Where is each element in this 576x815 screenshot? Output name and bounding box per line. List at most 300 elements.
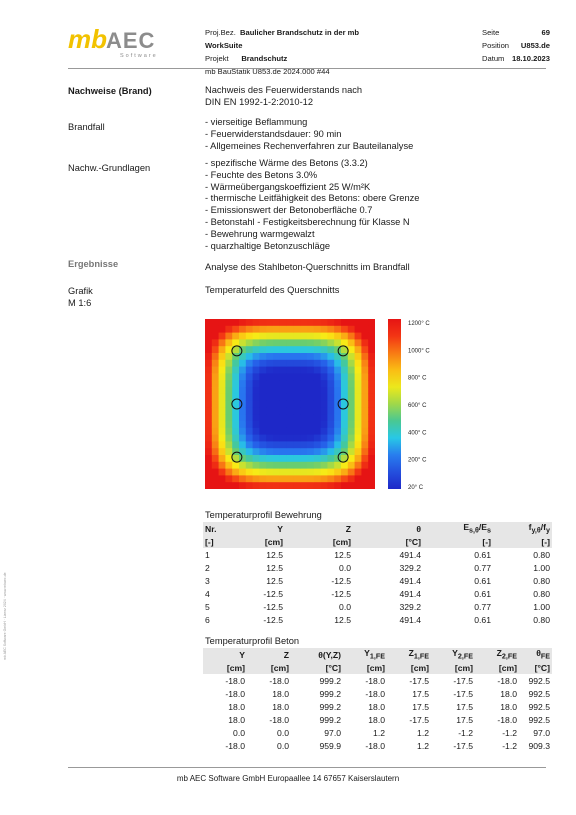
heatmap-cell: [253, 360, 260, 367]
heatmap-cell: [205, 469, 212, 476]
heatmap-cell: [293, 475, 300, 482]
heatmap-cell: [219, 380, 226, 387]
heatmap-cell: [368, 333, 375, 340]
heatmap-cell: [212, 373, 219, 380]
table-cell: -12.5: [263, 588, 283, 599]
heatmap-cell: [246, 414, 253, 421]
heatmap-cell: [314, 380, 321, 387]
heatmap-cell: [225, 407, 232, 414]
table-cell: 18.0: [228, 701, 245, 712]
heatmap-cell: [321, 326, 328, 333]
heatmap-cell: [321, 448, 328, 455]
heatmap-cell: [259, 455, 266, 462]
table-row: [203, 587, 552, 600]
heatmap-cell: [327, 380, 334, 387]
heatmap-cell: [232, 435, 239, 442]
heatmap-cell: [361, 319, 368, 326]
heatmap-cell: [280, 333, 287, 340]
heatmap-cell: [287, 353, 294, 360]
heatmap-cell: [225, 326, 232, 333]
heatmap-cell: [219, 333, 226, 340]
heatmap-cell: [273, 319, 280, 326]
heatmap-cell: [205, 373, 212, 380]
heatmap-cell: [266, 387, 273, 394]
heatmap-cell: [368, 387, 375, 394]
heatmap-cell: [321, 482, 328, 489]
heatmap-cell: [368, 482, 375, 489]
heatmap-cell: [259, 462, 266, 469]
heatmap-cell: [232, 319, 239, 326]
heatmap-cell: [246, 360, 253, 367]
heatmap-cell: [232, 367, 239, 374]
heatmap-cell: [225, 339, 232, 346]
heatmap-cell: [246, 373, 253, 380]
heatmap-cell: [266, 448, 273, 455]
heatmap-cell: [212, 387, 219, 394]
heatmap-cell: [212, 319, 219, 326]
heatmap-cell: [219, 387, 226, 394]
heatmap-cell: [253, 339, 260, 346]
heatmap-cell: [348, 475, 355, 482]
heatmap-cell: [361, 394, 368, 401]
grundlagen-item: - Wärmeübergangskoeffizient 25 W/m²K: [205, 181, 371, 192]
heatmap-cell: [239, 360, 246, 367]
heatmap-cell: [327, 367, 334, 374]
heatmap-cell: [341, 414, 348, 421]
heatmap-cell: [314, 435, 321, 442]
table-cell: 0.80: [533, 549, 550, 560]
heatmap-cell: [205, 407, 212, 414]
brandfall-label: Brandfall: [68, 122, 105, 132]
heatmap-cell: [321, 333, 328, 340]
table-cell: 992.5: [528, 688, 550, 699]
heatmap-cell: [293, 380, 300, 387]
heatmap-cell: [239, 414, 246, 421]
heatmap-cell: [259, 380, 266, 387]
heatmap-cell: [368, 339, 375, 346]
heatmap-cell: [225, 482, 232, 489]
heatmap-cell: [321, 401, 328, 408]
heatmap-cell: [232, 360, 239, 367]
heatmap-cell: [212, 407, 219, 414]
heatmap-cell: [293, 482, 300, 489]
heatmap-cell: [225, 387, 232, 394]
table-cell: 491.4: [399, 549, 421, 560]
heatmap-cell: [293, 387, 300, 394]
heatmap-cell: [341, 360, 348, 367]
heatmap-cell: [341, 380, 348, 387]
heatmap-cell: [334, 326, 341, 333]
heatmap-cell: [219, 339, 226, 346]
heatmap-cell: [300, 421, 307, 428]
heatmap-cell: [239, 441, 246, 448]
table-cell: 0.0: [233, 727, 245, 738]
table-cell: 0.61: [474, 575, 491, 586]
heatmap-cell: [225, 360, 232, 367]
table-cell: -18.0: [225, 740, 245, 751]
table-cell: 1.2: [417, 727, 429, 738]
heatmap-cell: [219, 319, 226, 326]
table-row: [203, 674, 552, 687]
heatmap-cell: [361, 380, 368, 387]
heatmap-cell: [334, 387, 341, 394]
heatmap-cell: [293, 401, 300, 408]
heatmap-cell: [205, 462, 212, 469]
heatmap-cell: [334, 353, 341, 360]
heatmap-cell: [348, 414, 355, 421]
colorbar-tick-label: 800° C: [408, 375, 427, 382]
heatmap-cell: [355, 394, 362, 401]
heatmap-cell: [341, 387, 348, 394]
heatmap-cell: [280, 373, 287, 380]
unit-cell: [-]: [482, 536, 491, 547]
heatmap-cell: [368, 319, 375, 326]
heatmap-cell: [212, 380, 219, 387]
table-row: [203, 574, 552, 587]
brandfall-item: - Allgemeines Rechenverfahren zur Bauteilanalyse: [205, 140, 414, 151]
heatmap-cell: [307, 482, 314, 489]
heatmap-cell: [348, 448, 355, 455]
heatmap-cell: [300, 319, 307, 326]
heatmap-cell: [348, 319, 355, 326]
concrete-temperature-table: [203, 648, 552, 752]
heatmap-cell: [334, 367, 341, 374]
heatmap-cell: [273, 421, 280, 428]
heatmap-cell: [321, 387, 328, 394]
grundlagen-list: [205, 158, 419, 252]
heatmap-cell: [361, 469, 368, 476]
heatmap-cell: [348, 367, 355, 374]
heatmap-cell: [368, 360, 375, 367]
heatmap-cell: [368, 373, 375, 380]
table-cell: 17.5: [456, 714, 473, 725]
heatmap-cell: [273, 360, 280, 367]
heatmap-cell: [246, 394, 253, 401]
heatmap-cell: [348, 360, 355, 367]
table-cell: 0.0: [277, 740, 289, 751]
heatmap-cell: [266, 360, 273, 367]
heatmap-cell: [355, 326, 362, 333]
table-cell: -12.5: [331, 575, 351, 586]
colorbar-tick-label: 600° C: [408, 403, 427, 409]
heatmap-cell: [293, 407, 300, 414]
heatmap-cell: [355, 407, 362, 414]
heatmap-cell: [287, 482, 294, 489]
col-header: $Y_{1,FE}$: [364, 648, 385, 661]
heatmap-cell: [266, 414, 273, 421]
logo-sub: Software: [120, 53, 158, 59]
heatmap-cell: [266, 407, 273, 414]
heatmap-cell: [321, 414, 328, 421]
heatmap-cell: [212, 421, 219, 428]
heatmap-cell: [300, 448, 307, 455]
heatmap-cell: [266, 333, 273, 340]
heatmap-cell: [232, 414, 239, 421]
heatmap-cell: [246, 441, 253, 448]
heatmap-cell: [314, 373, 321, 380]
heatmap-cell: [348, 441, 355, 448]
seite-value: 69: [541, 28, 550, 37]
heatmap-cell: [368, 367, 375, 374]
heatmap-cell: [361, 435, 368, 442]
heatmap-cell: [246, 353, 253, 360]
heatmap-cell: [300, 380, 307, 387]
heatmap-cell: [300, 482, 307, 489]
heatmap-cell: [280, 394, 287, 401]
heatmap-cell: [321, 441, 328, 448]
heatmap-cell: [273, 469, 280, 476]
heatmap-cell: [225, 448, 232, 455]
heatmap-cell: [368, 435, 375, 442]
heatmap-cell: [280, 462, 287, 469]
heatmap-cell: [253, 441, 260, 448]
logo-aec: AEC: [106, 28, 156, 53]
grundlagen-item: - Bewehrung warmgewalzt: [205, 228, 315, 239]
heatmap-cell: [355, 360, 362, 367]
heatmap-cell: [205, 387, 212, 394]
table-cell: -17.5: [453, 688, 473, 699]
heatmap-cell: [280, 360, 287, 367]
heatmap-cell: [280, 475, 287, 482]
heatmap-cell: [287, 407, 294, 414]
ergebnisse-label: Ergebnisse: [68, 259, 119, 269]
brandfall-item: - vierseitige Beflammung: [205, 117, 308, 127]
heatmap-cell: [341, 421, 348, 428]
heatmap-cell: [219, 407, 226, 414]
heatmap-cell: [246, 380, 253, 387]
heatmap-cell: [239, 380, 246, 387]
heatmap-cell: [253, 319, 260, 326]
heatmap-cell: [300, 346, 307, 353]
heatmap-cell: [314, 475, 321, 482]
heatmap-cell: [334, 380, 341, 387]
heatmap-cell: [327, 346, 334, 353]
heatmap-cell: [314, 367, 321, 374]
heatmap-cell: [314, 333, 321, 340]
heatmap-cell: [280, 367, 287, 374]
heatmap-cell: [253, 353, 260, 360]
heatmap-cell: [355, 401, 362, 408]
heatmap-cell: [266, 441, 273, 448]
heatmap-cell: [239, 462, 246, 469]
heatmap-cell: [253, 373, 260, 380]
heatmap-cell: [246, 475, 253, 482]
heatmap-cell: [273, 346, 280, 353]
heatmap-cell: [280, 353, 287, 360]
heatmap-cell: [300, 326, 307, 333]
datum-label: Datum: [482, 54, 505, 63]
heatmap-cell: [355, 373, 362, 380]
colorbar-tick-label: 1200° C: [408, 321, 430, 327]
heatmap-cell: [307, 435, 314, 442]
heatmap-cell: [300, 462, 307, 469]
heatmap-cell: [307, 462, 314, 469]
heatmap-cell: [355, 380, 362, 387]
heatmap-cell: [293, 462, 300, 469]
heatmap-cell: [355, 333, 362, 340]
heatmap-cell: [212, 448, 219, 455]
table-row: [203, 739, 552, 752]
heatmap-cell: [273, 401, 280, 408]
table-cell: 0.0: [339, 601, 351, 612]
grafik-title-label: Grafik: [68, 286, 93, 296]
heatmap-cell: [212, 339, 219, 346]
table-cell: 18.0: [500, 688, 517, 699]
col-header: $Z_{2,FE}$: [496, 648, 517, 661]
heatmap-cell: [205, 394, 212, 401]
heatmap-cell: [341, 394, 348, 401]
heatmap-cell: [368, 394, 375, 401]
heatmap-cell: [287, 394, 294, 401]
table-cell: 12.5: [334, 614, 351, 625]
heatmap-cell: [321, 346, 328, 353]
heatmap-cell: [355, 469, 362, 476]
heatmap-cell: [205, 353, 212, 360]
heatmap-cell: [273, 441, 280, 448]
heatmap-cell: [273, 367, 280, 374]
heatmap-cell: [368, 448, 375, 455]
footer-rule: [68, 767, 546, 768]
heatmap-cell: [253, 428, 260, 435]
table-cell: 999.2: [319, 714, 341, 725]
heatmap-cell: [232, 387, 239, 394]
heatmap-cell: [361, 482, 368, 489]
heatmap-cell: [321, 462, 328, 469]
table-row: [203, 561, 552, 574]
heatmap-cell: [212, 360, 219, 367]
table-cell: 999.2: [319, 675, 341, 686]
table-cell: 0.80: [533, 588, 550, 599]
heatmap-cell: [300, 353, 307, 360]
table-cell: 0.80: [533, 575, 550, 586]
heatmap-cell: [266, 401, 273, 408]
heatmap-cell: [314, 441, 321, 448]
heatmap-cell: [205, 319, 212, 326]
unit-cell: [°C]: [534, 662, 550, 673]
heatmap-cell: [321, 319, 328, 326]
heatmap-cell: [205, 428, 212, 435]
heatmap-cell: [259, 448, 266, 455]
heatmap-cell: [314, 482, 321, 489]
heatmap-cell: [212, 435, 219, 442]
heatmap-cell: [341, 435, 348, 442]
projekt-value: Brandschutz: [241, 54, 288, 63]
table-cell: 1.2: [373, 727, 385, 738]
heatmap-cell: [368, 414, 375, 421]
heatmap-cell: [334, 462, 341, 469]
table2-title: Temperaturprofil Beton: [205, 636, 300, 646]
table-cell: -17.5: [453, 675, 473, 686]
table-cell: 6: [205, 614, 210, 625]
heatmap-cell: [253, 380, 260, 387]
heatmap-cell: [212, 482, 219, 489]
heatmap-cell: [348, 387, 355, 394]
heatmap-cell: [327, 475, 334, 482]
heatmap-cell: [239, 339, 246, 346]
heatmap-cell: [293, 448, 300, 455]
heatmap-cell: [205, 435, 212, 442]
heatmap-cell: [300, 428, 307, 435]
heatmap-cell: [321, 394, 328, 401]
heatmap-cell: [293, 428, 300, 435]
header-project-info: [205, 26, 395, 78]
heatmap-cell: [355, 387, 362, 394]
heatmap-cell: [327, 435, 334, 442]
heatmap-cell: [327, 421, 334, 428]
table-cell: 491.4: [399, 588, 421, 599]
heatmap-cell: [239, 428, 246, 435]
col-header: Y: [239, 649, 245, 660]
table-cell: -17.5: [409, 714, 429, 725]
heatmap-cell: [314, 469, 321, 476]
heatmap-cell: [307, 326, 314, 333]
heatmap-cell: [361, 401, 368, 408]
heatmap-cell: [266, 455, 273, 462]
table-cell: 2: [205, 562, 210, 573]
heatmap-cell: [287, 401, 294, 408]
heatmap-cell: [212, 326, 219, 333]
table-cell: 1.2: [417, 740, 429, 751]
table-row: [203, 548, 552, 561]
heatmap-cell: [355, 414, 362, 421]
heatmap-cell: [246, 421, 253, 428]
heatmap-cell: [259, 421, 266, 428]
heatmap-cell: [246, 346, 253, 353]
heatmap-cell: [205, 475, 212, 482]
heatmap-cell: [219, 441, 226, 448]
heatmap-cell: [212, 475, 219, 482]
heatmap-cell: [266, 346, 273, 353]
heatmap-cell: [348, 380, 355, 387]
heatmap-cell: [205, 339, 212, 346]
heatmap-cell: [266, 367, 273, 374]
heatmap-cell: [246, 482, 253, 489]
heatmap-cell: [293, 469, 300, 476]
table-cell: 17.5: [412, 688, 429, 699]
heatmap-cell: [327, 360, 334, 367]
heatmap-cell: [321, 455, 328, 462]
heatmap-cell: [253, 401, 260, 408]
heatmap-cell: [334, 339, 341, 346]
heatmap-cell: [334, 360, 341, 367]
table-cell: 18.0: [272, 701, 289, 712]
table-cell: 491.4: [399, 614, 421, 625]
heatmap-cell: [205, 441, 212, 448]
colorbar-tick-label: 400° C: [408, 430, 427, 437]
heatmap-cell: [368, 469, 375, 476]
heatmap-cell: [212, 414, 219, 421]
table-cell: 3: [205, 575, 210, 586]
heatmap-cell: [307, 421, 314, 428]
colorbar-tick-label: 200° C: [408, 457, 427, 464]
heatmap-cell: [232, 428, 239, 435]
heatmap-cell: [232, 326, 239, 333]
heatmap-cell: [253, 407, 260, 414]
heatmap-cell: [348, 326, 355, 333]
heatmap-cell: [253, 394, 260, 401]
unit-cell: [cm]: [226, 662, 245, 673]
heatmap-cell: [327, 326, 334, 333]
heatmap-cell: [259, 441, 266, 448]
heatmap-cell: [225, 428, 232, 435]
heatmap-cell: [355, 462, 362, 469]
heatmap-cell: [287, 360, 294, 367]
heatmap-cell: [361, 387, 368, 394]
heatmap-cell: [273, 475, 280, 482]
grafik-scale: M 1:6: [68, 298, 92, 308]
table-cell: 1.00: [533, 562, 550, 573]
heatmap-cell: [205, 421, 212, 428]
